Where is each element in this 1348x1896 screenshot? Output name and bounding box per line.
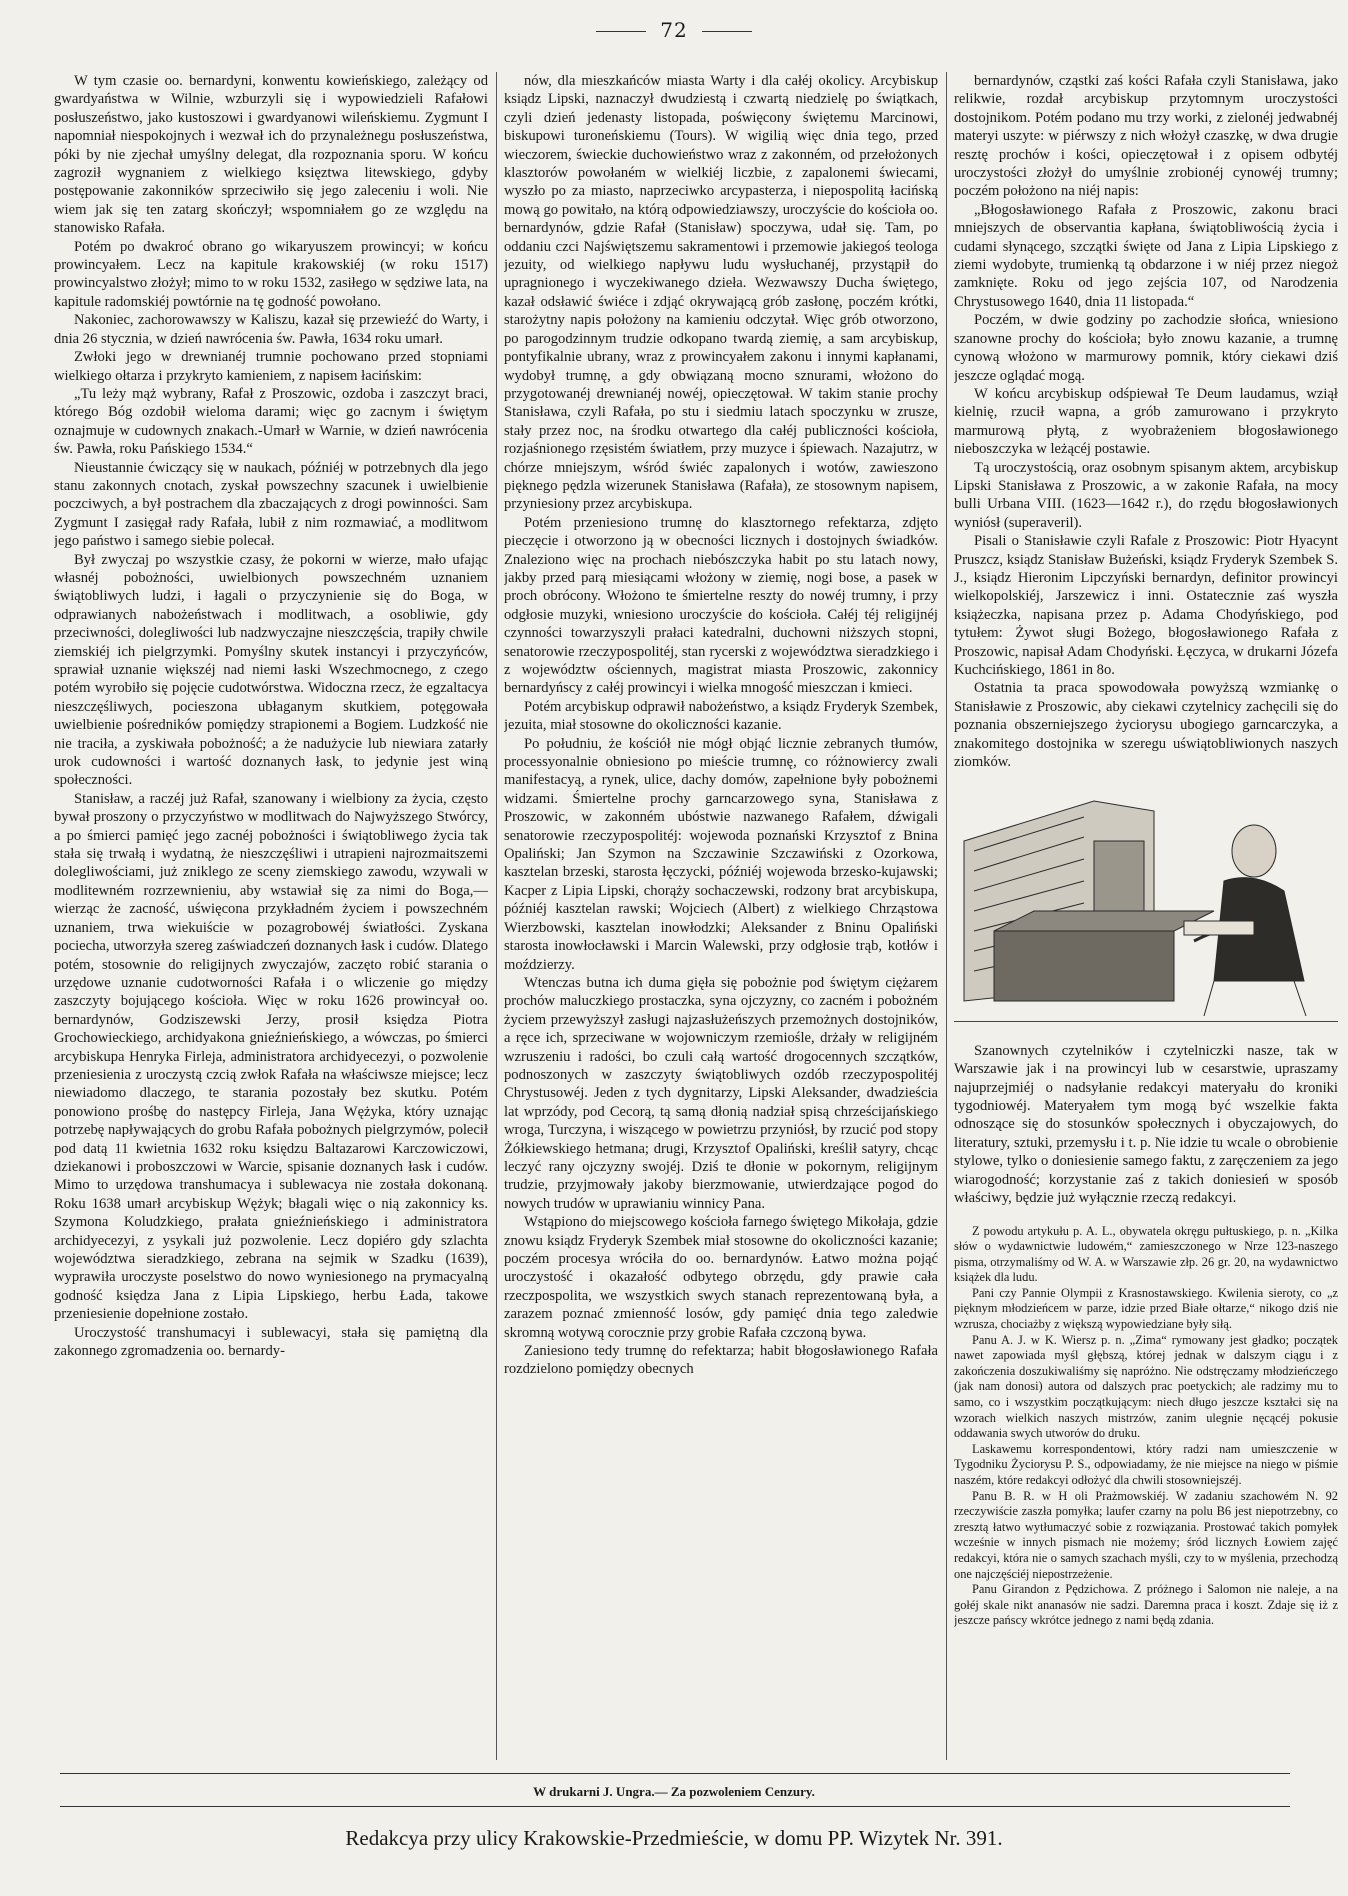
engraving-illustration bbox=[954, 781, 1338, 1022]
paragraph: Zaniesiono tedy trumnę do refektarza; habit błogosławionego Rafała rozdzielono pomiędzy obecnych bbox=[504, 1343, 938, 1378]
note: Panu B. R. w H oli Prażmowskiéj. W zadaniu szachowém N. 92 rzeczywiście zaszła pomyłka; laufer czarny na polu B6 jest niepotrzebny, co zresztą łatwo wytłumaczyć sobie z rozwiązania. Prostować takich pomyłek wcześnie w innych pismach nie możemy; śród licznych Łowiem zajęć redakcyi, która nie o samych szachach myśli, czy to w myślenia, przechodzą one najczęściéj niepostrzeżenie. bbox=[954, 1488, 1338, 1581]
paragraph: Po południu, że kościół nie mógł objąć licznie zebranych tłumów, processyonalnie obniesiono po mieście trumnę, co różnowiercy zwali manifestacyą, a rynek, ulice, dachy domów, zapełnione były pobożnemi widzami. Śmiertelne prochy garncarzowego syna, Stanisława z Proszowic, w zakonném ubóstwie nazwanego Rafałem, dźwigali senatorowie rzeczypospolitéj: wojewoda poznański Krzysztof z Bnina Opaliński; Jan Szymon na Szczawinie Szczawiński z Ozorkowa, kasztelan brzeski, starosta łęczycki, późniéj wojewoda brzesko-kujawski; Kacper z Lipia Lipski, chorąży sochaczewski, rodzony brat arcybiskupa, późniéj kasztelan rawski; Wojciech (Albert) z wielkiego Chrząstowa Wierzbowski, kasztelan inowłodzki; Aleksander z Bninu Opaliński starosta inowłocławski i Marcin Walewski, przy odgłosie trąb, kotłów i moździerzy. bbox=[504, 735, 938, 973]
column-2 bbox=[504, 72, 938, 1760]
note: Z powodu artykułu p. A. L., obywatela okręgu pułtuskiego, p. n. „Kilka słów o wydawnictwie ludowém,“ zamieszczonego w Nrze 123-naszego pisma, otrzymaliśmy od W. A. w Warszawie złp. 26 gr. 20, na wydawnictwo książek dla ludu. bbox=[954, 1223, 1338, 1285]
column-divider bbox=[946, 72, 947, 1760]
paragraph: „Błogosławionego Rafała z Proszowic, zakonu braci mniejszych de observantia kapłana, świątobliwością życia i cudami słynącego, szczątki święte od Jana z Lipia Lipskiego z ziemi wydobyte, trumienką tą obdarzone i w niéj przez niegoż zamknięte. Roku od jego zejścia 107, od Narodzenia Chrystusowego 1640, dnia 11 listopada.“ bbox=[954, 201, 1338, 310]
article-columns bbox=[54, 72, 1346, 1760]
paragraph: Był zwyczaj po wszystkie czasy, że pokorni w wierze, mało ufając własnéj pobożności, uwielbionych powszechném uznaniem świątobliwych ludzi, i łagali o przyczynienie się do Boga, w odprawianych nabożeństwach i modlitwach, a osobliwie, gdy przeciwności, dolegliwości lub nadzwyczajne nieszczęścia, trapiły chwile ziemskiéj ich pielgrzymki. Pomyślny skutek instancyi i przyczyńców, sprawiał uznanie większéj nad niemi łaski Wszechmocnego, z czego potém wyrobiło się pojęcie cudotwórstwa. Widoczna rzecz, że egzaltacya nieszczęśliwych, pocieszona ubłaganym skutkiem, potęgowała uwielbienie pośredników pomiędzy strapionemi a Bogiem. Ludzkość nie nie traciła, a zyskiwała pobożność; a że nadużycie lub niewiara zatarły urok cudowności i wartość doznanych łask, to jedynie jest winą społeczności. bbox=[54, 551, 488, 789]
note: Pani czy Pannie Olympii z Krasnostawskiego. Kwilenia sieroty, co „z pięknym młodzieńcem w parze, idzie przed Białe ołtarze,“ nikogo dziś nie wzrusza, chociażby z większą wypowiedziane były siłą. bbox=[954, 1285, 1338, 1332]
note: Laskawemu korrespondentowi, który radzi nam umieszczenie w Tygodniku Życiorysu P. S., odpowiadamy, że nie miejsce na niego w piśmie naszém, które redakcyi odłożyć dla chwili stosowniejszéj. bbox=[954, 1441, 1338, 1487]
paragraph: Pisali o Stanisławie czyli Rafale z Proszowic: Piotr Hyacynt Pruszcz, ksiądz Stanisław Bużeński, ksiądz Fryderyk Szembek S. J., ksiądz Hieronim Lipczyński bernardyn, definitor prowincyi wielkopolskiéj, Jarszewicz i inni. Ostatecznie zaś wyszła książeczka, napisana przez p. Adama Chodyńskiego, pod tytułem: Żywot sługi Bożego, błogosławionego Rafała z Proszowic, napisał Adam Chodyński. Łęczyca, w drukarni Józefa Kuchcińskiego, 1861 in 8o. bbox=[954, 533, 1338, 678]
editorial-address: Redakcya przy ulicy Krakowskie-Przedmieście, w domu PP. Wizytek Nr. 391. bbox=[345, 1826, 1003, 1850]
paragraph: Potém przeniesiono trumnę do klasztornego refektarza, zdjęto pieczęcie i otworzono ją w obecności licznych i dostojnych świadków. Znaleziono więc na prochach niebószczyka habit po stu latach nowy, jakby przed parą miesiącami włożony w ziemię, nogi bose, a pasek w proch obrócony. Włożono te śmiertelne reszty do nowéj trumny, i przy odgłosie muzyki, wniesiono uroczyście do kościoła. Całéj téj religijnéj czynności towarzyszyli prałaci katedralni, duchowni niższych stopni, senatorowie rzeczypospolitéj, stan rycerski z województwa sieradzkiego i z województw ościennych, magistrat miasta Proszowic, zakonnicy bernardyńscy z całéj prowincyi i wielka mnogość mieszczan i kmieci. bbox=[504, 514, 938, 697]
page-number: 72 bbox=[0, 18, 1348, 42]
note: Panu Girandon z Pędzichowa. Z próżnego i Salomon nie naleje, a na gołéj skale nikt ananasów nie sadzi. Daremna praca i koszt. Zdaje się iż z jeszcze pańscy wkrótce jednego z nami będą zdania. bbox=[954, 1582, 1338, 1628]
paragraph: W końcu arcybiskup odśpiewał Te Deum laudamus, wziął kielnię, rzucił wapna, a grób zamurowano i przykryto marmurową płytą, z wyobrażeniem błogosławionego nieboszczyka w leżącéj postawie. bbox=[954, 385, 1338, 458]
paragraph: Tą uroczystością, oraz osobnym spisanym aktem, arcybiskup Lipski Stanisława z Proszowic, a w zakonie Rafała, na mocy bulli Urbana VIII. (1623—1642 r.), do rzędu błogosławionych wyniósł (superaveril). bbox=[954, 459, 1338, 531]
paragraph: Potém arcybiskup odprawił nabożeństwo, a ksiądz Fryderyk Szembek, jezuita, miał stosowne do okoliczności kazanie. bbox=[504, 698, 938, 734]
paragraph: Stanisław, a raczéj już Rafał, szanowany i wielbiony za życia, często bywał proszony o przyczyństwo w modlitwach do Najwyższego Stwórcy, a po śmierci pamięć jego zacnéj pobożności i świątobliwego życia tak stała się trwałą i wydatną, że nieszczęśliwi i utrapieni najrozmaitszemi dolegliwościami, już zniklego ze sceny ziemskiego zawodu, wzywali w modlitewném rozrzewnieniu, aby wstawiał się za nimi do Boga,— wierząc że zacność, uświęcona przykładném życiem i powszechném uznaniem, trwa wiekuiście w pozagrobowéj światłości. Zyskana pociecha, utworzyła szereg zaświadczeń doznanych łask i cudów. Dlatego potém, stosownie do religijnych zwyczajów, zaczęto robić starania o urzędowe uznanie cudotworności Rafała i o wliczenie go między zaszczyty bojującego kościoła. Więc w roku 1626 prowincyał oo. bernardynów, Godziszewski Jerzy, prosił księdza Piotra Grochowieckiego, archidyakona gnieźnieńskiego, a wówczas, po śmierci arcybiskupa Henryka Firleja, administratora archidyecezyi, o pozwolenie przeniesienia z uroczystą czcią zwłok Rafała na właściwsze miejsce; lecz niewiadomo dlaczego, te starania pozostały bez skutku. Potém ponowiono prośbę do następcy Firleja, Jana Wężyka, który uznając potrzebę napływających do grobu Rafała pobożnych pielgrzymów, polecił pod datą 11 kwietnia 1632 roku księdzu Baltazarowi Karczowiczowi, dziekanowi i proboszczowi w Warcie, spisanie doznanych łask i cudów. Mimo to urzędowa transhumacya i sublewacya nie została dokonaną. Roku 1638 umarł arcybiskup Wężyk; błagali więc o nią zakonnicy ks. Szymona Koludzkiego, prałata gnieźnieńskiego i administratora archidyecezyi, z ysykali już pozwolenie. Lecz dopiéro gdy szlachta województwa sieradzkiego, zebrana na sejmik w Szadku (1639), wyprawiła uroczyste poselstwo do nowo wyniesionego na prymacyalną godność księdza Jana z Lipia Lipskiego, herbu Łada, takowe przeniesienie dopełnione zostało. bbox=[54, 790, 488, 1323]
paragraph: Nieustannie ćwiczący się w naukach, późniéj w potrzebnych dla jego stanu zakonnych cnotach, zyskał powszechny szacunek i uwielbienie poczciwych, a był postrachem dla zbaczających z drogi powinności. Sam Zygmunt I zasięgał rady Rafała, lubił z nim rozmawiać, a modlitwom jego państwo i samego siebie polecał. bbox=[54, 459, 488, 550]
paragraph: Uroczystość transhumacyi i sublewacyi, stała się pamiętną dla zakonnego zgromadzenia oo. bernardy- bbox=[54, 1324, 488, 1360]
footer-divider bbox=[60, 1773, 1290, 1774]
paragraph: Potém po dwakroć obrano go wikaryuszem prowincyi; w końcu prowincyałem. Lecz na kapitule krakowskiéj (w roku 1517) prowincyalstwo złożył; mimo to w roku 1532, zasiłego w sędziwe lata, na kapitule radomskiéj powtórnie na tę godność powołano. bbox=[54, 238, 488, 310]
paragraph: Poczém, w dwie godziny po zachodzie słońca, wniesiono szanowne prochy do kościoła; było znowu kazanie, a trumnę cynową włożono w marmurowy pomnik, który ciekawi dziś jeszcze oglądać mogą. bbox=[954, 312, 1338, 384]
paragraph: nów, dla mieszkańców miasta Warty i dla całéj okolicy. Arcybiskup ksiądz Lipski, naznaczył dwudziestą i czwartą niedzielę po świątkach, czyli dzień jedenasty listopada, poświęcony świętemu Marcinowi, biskupowi turoneńskiemu (Tours). W wigilią więc dnia tego, przed wieczorem, świeckie duchowieństwo wraz z zakonném, od przełożonych klasztorów powołaném w wielkiéj liczbie, z zapalonemi świecami, wyszło po za miasto, naprzeciwko arcypasterza, i niepospolitą łacińską mową go powitało, na którą odpowiedziawszy, uroczyście do kościoła oo. bernardynów, gdzie Rafał (Stanisław) spoczywa, udał się. Tam, po oddaniu czci Najświętszemu sakramentowi i przemowie jakiegoś teologa jezuity, od wielkiego napływu ludu wysłuchanéj, przystąpił do upragnionego i wyczekiwanego dzieła. Wezwawszy Ducha świętego, kazał odsławić świéce i zdjąć okrywającą grób zasłonę, poczém krótki, starożytny napis położony na kamieniu odczytał. Więc grób otworzono, po parogodzinnym trudzie odkopano twardą ziemię, a sam arcybiskup, pontyfikalnie ubrany, wraz z prowincyałem zakonu i innymi kapłanami, wydobył trumnę, a gdy obwiązaną mocno sznurami, włożono do przygotowanéj drewnianéj nowéj, opieczętował. W takim stanie prochy Stanisława, czyli Rafała, po stu i siedmiu latach spoczynku w zrusze, stały przez noc, na środku otwartego dla całéj publiczności kościoła, rozjaśnionego rzęsistém światłem, przy muzyce i śpiewach. Nazajutrz, w chórze mniejszym, wśród świéc zapalonych i wotów, zawieszono pięknego pędzla wizerunek Stanisława (Rafała), ze stosownym napisem, przyniesiony przez arcybiskupa. bbox=[504, 73, 938, 513]
column-divider bbox=[496, 72, 497, 1760]
paragraph: Szanownych czytelników i czytelniczki nasze, tak w Warszawie jak i na prowincyi lub w cesarstwie, upraszamy najuprzejmiéj o nadsyłanie redakcyi materyału do kroniki tygodniowéj. Materyałem tym mogą być wszelkie fakta odnoszące się do stosunków społecznych i obyczajowych, do literatury, sztuki, przemysłu i t. p. Nie idzie tu wcale o obrobienie stylowe, tylko o doniesienie samego faktu, z zaręczeniem za jego wiarogodność; korzystanie zaś z takich doniesień w sposób właściwy, będzie już wyłącznie rzeczą redakcyi. bbox=[954, 1042, 1338, 1207]
paragraph: Zwłoki jego w drewnianéj trumnie pochowano przed stopniami wielkiego ołtarza i przykryto kamieniem, z napisem łacińskim: bbox=[54, 349, 488, 384]
paragraph: „Tu leży mąż wybrany, Rafał z Proszowic, ozdoba i zaszczyt braci, którego Bóg ozdobił wieloma darami; więc go zacnym i świętym oznajmuje w cudownych znakach.-Umarł w Warnie, w dzień nawrócenia św. Pawła, roku Pańskiego 1534.“ bbox=[54, 385, 488, 458]
paragraph: Nakoniec, zachorowawszy w Kaliszu, kazał się przewieźć do Warty, i dnia 26 stycznia, w dzień nawrócenia św. Pawła, 1634 roku umarł. bbox=[54, 312, 488, 347]
column-3 bbox=[954, 72, 1338, 1760]
paragraph: bernardynów, cząstki zaś kości Rafała czyli Stanisława, jako relikwie, rozdał arcybiskup przytomnym uroczystości dostojnikom. Potém podano mu trzy worki, z zielonéj jedwabnéj materyi uszyte: w piérwszy z nich włożył czaszkę, w dwa drugie resztę prochów i kości, opieczętował i z opisem odbytéj uroczystości złożył do umyślnie zrobionéj cynowéj trumny; poczém położono na niéj napis: bbox=[954, 73, 1338, 200]
paragraph: Ostatnia ta praca spowodowała powyższą wzmiankę o Stanisławie z Proszowic, aby ciekawi czytelnicy zachęcili się do poznania obszerniejszego życiorysu ubogiego garncarczyka, a znakomitego dostojnika w szeregu uświątobliwionych naszych ziomków. bbox=[954, 680, 1338, 771]
note: Panu A. J. w K. Wiersz p. n. „Zima“ rymowany jest gładko; początek nawet zapowiada myśl głębszą, której jednak w dalszym ciągu i z zakończenia doszukiwaliśmy się napróżno. Nie odstręczamy młodzieńczego (jak nam donosi) autora od dalszych prac poetyckich; ale radzimy mu to samo, co i wszystkim początkującym: niech długo jeszcze kształci się na wzorach wielkich naszych mistrzów, zanim ulegnie nęcącéj pokusie oddawania swych utworów do druku. bbox=[954, 1332, 1338, 1441]
paragraph: Wstąpiono do miejscowego kościoła farnego świętego Mikołaja, gdzie znowu ksiądz Fryderyk Szembek miał stosowne do okoliczności kazanie; poczém procesya wróciła do oo. bernardynów. Łatwo można pojąć uroczystość i okazałość odbytego obrzędu, gdy prawie cała rzeczpospolita, we wszystkich swych stanach reprezentowaną była, a zarazem poznać zmienność losów, gdy pamięć dnia tego zaledwie skromną wotywą corocznie przy grobie Rafała czczoną bywa. bbox=[504, 1214, 938, 1341]
editorial-notes bbox=[954, 1224, 1338, 1629]
paragraph: Wtenczas butna ich duma gięła się pobożnie pod świętym ciężarem prochów maluczkiego prostaczka, syna ojczyzny, co zacném i pobożném życiem przewyższył zasługi najzasłużeńszych przemożnych dostojników, a ręce ich, sprzeciwane w wojowniczym rzemiośle, drżały w religijném wzruszeniu i radości, bo czuli całą wartość drogocennych szczątków, podnoszonych w zaszczyty świątobliwych ozdób rzeczypospolitéj Chrystusowéj. Jeden z tych dygnitarzy, Lipski Aleksander, dwadzieścia lat wprzódy, pod Cecorą, tą samą dłonią nadział spisą chrześcijańskiego wroga, Turczyna, i wiszącego w powietrzu przyniósł, by rzucić pod stopy Żółkiewskiego hetmana; drugi, Krzysztof Opaliński, kreślił satyry, chcąc leczyć rany ojczyzny swojéj. Dziś te dłonie w pokornym, religijnym trudzie, przyjmowały jakoby bierzmowanie, utwierdzające pogod do nowych trudów w uprawianiu winnicy Pana. bbox=[504, 974, 938, 1212]
printer-imprint: W drukarni J. Ungra.— Za pozwoleniem Cenzury. bbox=[533, 1784, 815, 1799]
paragraph: W tym czasie oo. bernardyni, konwentu kowieńskiego, zależący od gwardyaństwa w Wilnie, wzburzyli się i wypowiedzieli Rafałowi posłuszeństwo, jako kustoszowi i gwardyanowi wileńskiemu. Zygmunt I napomniał niespokojnych i wezwał ich do przynależnegu posłuszeństwa, póki by nie zjechał umyślny delegat, dla rozpoznania sporu. W końcu zagroził wygnaniem z wielkiego księztwa litewskiego, gdyby postępowanie zakonników sprzeciwiło się jego zaleceniu i woli. Nie wiem jak się ten zatarg skończył; wspomniałem go ze względu na stanowisko Rafała. bbox=[54, 73, 488, 237]
footer-divider bbox=[60, 1806, 1290, 1807]
column-1 bbox=[54, 72, 488, 1760]
